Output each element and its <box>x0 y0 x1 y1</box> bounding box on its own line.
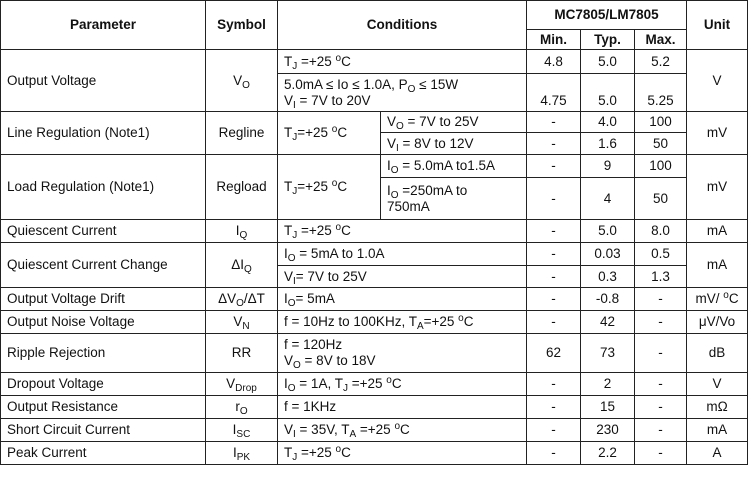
typ-cell: 15 <box>581 396 635 419</box>
table-row <box>1 373 748 396</box>
unit-cell: mΩ <box>687 396 748 419</box>
min-cell: - <box>527 155 581 178</box>
param-quiescent-current-change: Quiescent Current Change <box>1 243 206 288</box>
max-cell: - <box>635 396 687 419</box>
unit-cell: mA <box>687 243 748 288</box>
unit-cell: mV <box>687 155 748 220</box>
condition-cell: $V_O = 7V$ to 25V <box>381 112 527 133</box>
max-cell: - <box>635 373 687 396</box>
symbol-cell: $V_N$ <box>206 311 278 334</box>
condition-cell: $I_O= 5mA$ <box>278 288 527 311</box>
condition-cell: f = 1KHz <box>278 396 527 419</box>
typ-cell: 4.0 <box>581 112 635 133</box>
condition-cell: $T_J =+25$ $^o$C <box>278 50 527 74</box>
unit-cell: mV <box>687 112 748 155</box>
min-cell: 4.8 <box>527 50 581 74</box>
table-row <box>1 396 748 419</box>
min-cell: - <box>527 243 581 266</box>
param-output-voltage: Output Voltage <box>1 50 206 112</box>
max-cell: 1.3 <box>635 266 687 288</box>
max-cell: 50 <box>635 133 687 155</box>
min-cell: - <box>527 288 581 311</box>
max-cell: 5.2 <box>635 50 687 74</box>
symbol-cell: $I_Q$ <box>206 220 278 243</box>
unit-cell: V <box>687 373 748 396</box>
typ-cell: 9 <box>581 155 635 178</box>
unit-cell: V <box>687 50 748 112</box>
condition-cell: $V_I = 35V$, $T_A =+25$ $^o$C <box>278 419 527 442</box>
max-cell: - <box>635 419 687 442</box>
typ-cell: 5.0 <box>581 50 635 74</box>
typ-cell: 5.0 <box>581 74 635 112</box>
symbol-cell: $V_O$ <box>206 50 278 112</box>
symbol-cell: $I_{PK}$ <box>206 442 278 465</box>
unit-cell: mA <box>687 419 748 442</box>
min-cell: - <box>527 419 581 442</box>
min-cell: - <box>527 311 581 334</box>
symbol-cell: $\Delta V_O/\Delta T$ <box>206 288 278 311</box>
header-conditions: Conditions <box>278 1 527 50</box>
max-cell: 5.25 <box>635 74 687 112</box>
min-cell: - <box>527 442 581 465</box>
min-cell: - <box>527 178 581 220</box>
table-row <box>1 419 748 442</box>
table-row <box>1 112 748 133</box>
condition-cell: $T_J=+25$ $^o$C <box>278 112 381 155</box>
symbol-cell: $I_{SC}$ <box>206 419 278 442</box>
max-cell: 100 <box>635 112 687 133</box>
condition-cell: $T_J =+25$ $^o$C <box>278 442 527 465</box>
min-cell: - <box>527 133 581 155</box>
param-quiescent-current: Quiescent Current <box>1 220 206 243</box>
param-peak-current: Peak Current <box>1 442 206 465</box>
max-cell: 50 <box>635 178 687 220</box>
param-line-regulation: Line Regulation (Note1) <box>1 112 206 155</box>
condition-cell: $V_I = 8V$ to 12V <box>381 133 527 155</box>
max-cell: - <box>635 442 687 465</box>
header-max: Max. <box>635 30 687 50</box>
typ-cell: 1.6 <box>581 133 635 155</box>
header-parameter: Parameter <box>1 1 206 50</box>
symbol-cell: Regline <box>206 112 278 155</box>
min-cell: 4.75 <box>527 74 581 112</box>
condition-cell: $I_O = 5mA$ to 1.0A <box>278 243 527 266</box>
unit-cell: dB <box>687 334 748 373</box>
param-output-noise-voltage: Output Noise Voltage <box>1 311 206 334</box>
typ-cell: 5.0 <box>581 220 635 243</box>
typ-cell: 2.2 <box>581 442 635 465</box>
condition-cell: $V_I= 7V$ to 25V <box>278 266 527 288</box>
max-cell: 100 <box>635 155 687 178</box>
min-cell: - <box>527 112 581 133</box>
typ-cell: 230 <box>581 419 635 442</box>
table-row <box>1 220 748 243</box>
typ-cell: 42 <box>581 311 635 334</box>
table-row <box>1 155 748 178</box>
typ-cell: 73 <box>581 334 635 373</box>
symbol-cell: $r_O$ <box>206 396 278 419</box>
param-output-voltage-drift: Output Voltage Drift <box>1 288 206 311</box>
max-cell: - <box>635 288 687 311</box>
table-row <box>1 442 748 465</box>
table-row <box>1 311 748 334</box>
condition-cell: $I_O =250mA$ to 750mA <box>381 178 527 220</box>
header-symbol: Symbol <box>206 1 278 50</box>
unit-cell: mV/ $^o$C <box>687 288 748 311</box>
symbol-cell: Regload <box>206 155 278 220</box>
table-row <box>1 288 748 311</box>
max-cell: 0.5 <box>635 243 687 266</box>
min-cell: - <box>527 373 581 396</box>
header-unit: Unit <box>687 1 748 50</box>
min-cell: - <box>527 396 581 419</box>
param-short-circuit-current: Short Circuit Current <box>1 419 206 442</box>
typ-cell: 0.3 <box>581 266 635 288</box>
min-cell: - <box>527 220 581 243</box>
condition-cell: $T_J =+25$ $^o$C <box>278 220 527 243</box>
condition-cell: $I_O = 1A$, $T_J =+25$ $^o$C <box>278 373 527 396</box>
condition-cell: $T_J=+25$ $^o$C <box>278 155 381 220</box>
typ-cell: -0.8 <box>581 288 635 311</box>
max-cell: - <box>635 334 687 373</box>
table-row <box>1 50 748 74</box>
param-load-regulation: Load Regulation (Note1) <box>1 155 206 220</box>
condition-cell: $I_O = 5.0mA$ to1.5A <box>381 155 527 178</box>
param-dropout-voltage: Dropout Voltage <box>1 373 206 396</box>
header-part-number: MC7805/LM7805 <box>527 1 687 30</box>
header-typ: Typ. <box>581 30 635 50</box>
unit-cell: mA <box>687 220 748 243</box>
symbol-cell: RR <box>206 334 278 373</box>
typ-cell: 4 <box>581 178 635 220</box>
symbol-cell: $\Delta I_Q$ <box>206 243 278 288</box>
param-ripple-rejection: Ripple Rejection <box>1 334 206 373</box>
table-row <box>1 243 748 266</box>
symbol-cell: $V_{Drop}$ <box>206 373 278 396</box>
condition-cell: 5.0mA ≤ Io ≤ 1.0A, $P_O \le 15W$ $V_I = 7V$ to 20V <box>278 74 527 112</box>
condition-cell: f = 10Hz to 100KHz, $T_A=+25$ $^o$C <box>278 311 527 334</box>
min-cell: - <box>527 266 581 288</box>
table-row <box>1 334 748 373</box>
param-output-resistance: Output Resistance <box>1 396 206 419</box>
typ-cell: 0.03 <box>581 243 635 266</box>
typ-cell: 2 <box>581 373 635 396</box>
header-row <box>1 1 748 30</box>
header-min: Min. <box>527 30 581 50</box>
min-cell: 62 <box>527 334 581 373</box>
unit-cell: A <box>687 442 748 465</box>
condition-cell: f = 120Hz $V_O = 8V$ to 18V <box>278 334 527 373</box>
max-cell: - <box>635 311 687 334</box>
unit-cell: μV/Vo <box>687 311 748 334</box>
max-cell: 8.0 <box>635 220 687 243</box>
